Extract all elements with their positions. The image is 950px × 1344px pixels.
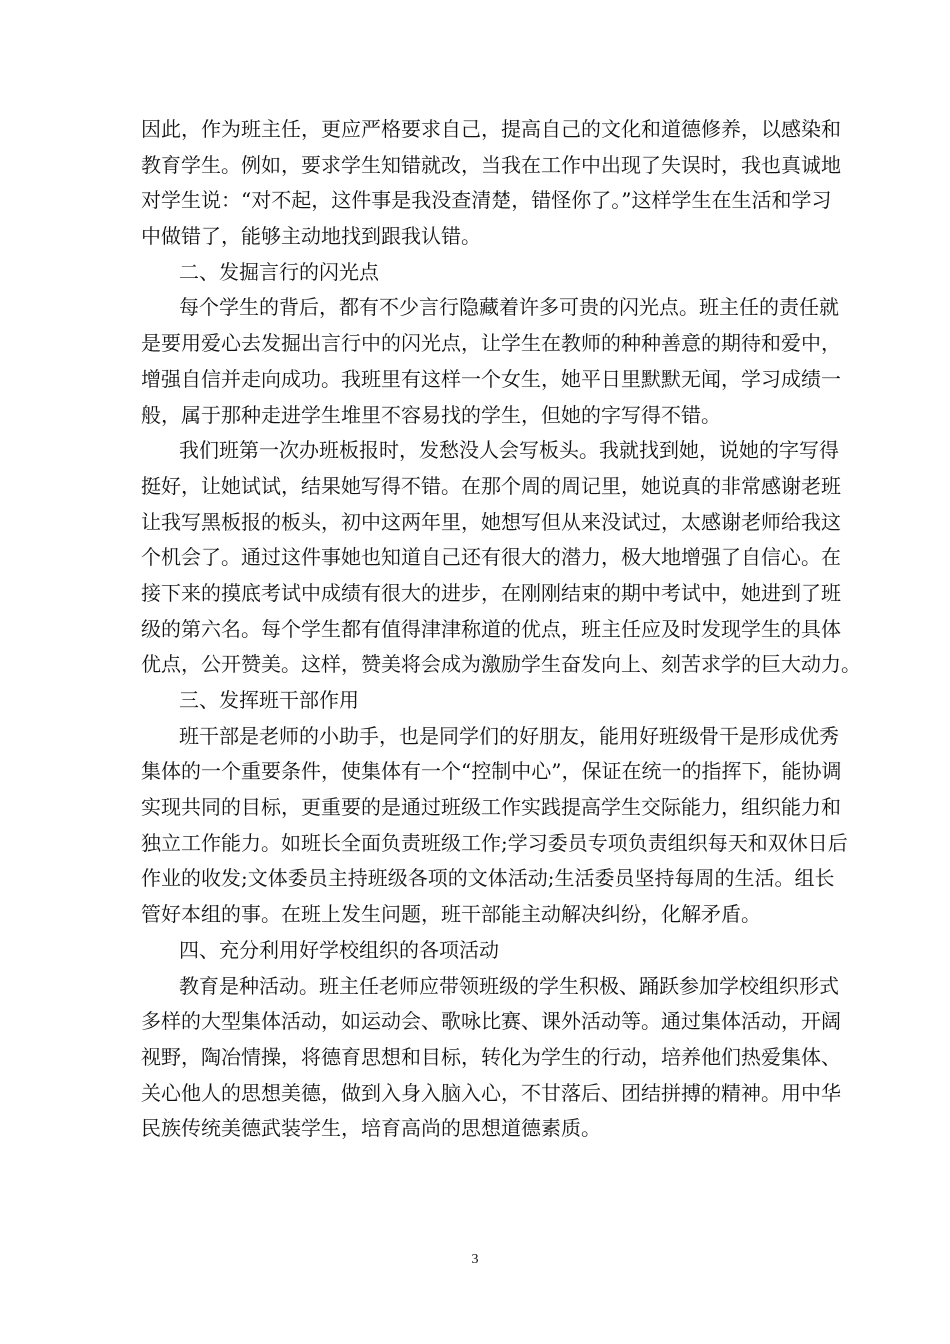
text-line: 挺好，让她试试，结果她写得不错。在那个周的周记里，她说真的非常感谢老班 xyxy=(141,473,841,498)
text-line: 独立工作能力。如班长全面负责班级工作;学习委员专项负责组织每天和双休日后 xyxy=(141,830,848,855)
document-body xyxy=(141,112,861,1147)
paragraph xyxy=(141,433,861,683)
text-line: 让我写黑板报的板头，初中这两年里，她想写但从来没试过，太感谢老师给我这 xyxy=(141,509,841,534)
paragraph xyxy=(141,290,841,433)
text-line: 我们班第一次办班板报时，发愁没人会写板头。我就找到她，说她的字写得 xyxy=(179,438,839,463)
text-line: 管好本组的事。在班上发生问题，班干部能主动解决纠纷，化解矛盾。 xyxy=(141,902,761,927)
text-line: 每个学生的背后，都有不少言行隐藏着许多可贵的闪光点。班主任的责任就 xyxy=(179,295,839,320)
text-line: 民族传统美德武装学生，培育高尚的思想道德素质。 xyxy=(141,1116,601,1141)
text-line: 关心他人的思想美德，做到入身入脑入心，不甘落后、团结拼搏的精神。用中华 xyxy=(141,1080,841,1105)
section-heading: 四、充分利用好学校组织的各项活动 xyxy=(179,937,499,962)
text-line: 是要用爱心去发掘出言行中的闪光点，让学生在教师的种种善意的期待和爱中， xyxy=(141,331,841,356)
text-line: 视野，陶冶情操，将德育思想和目标，转化为学生的行动，培养他们热爱集体、 xyxy=(141,1044,841,1069)
section-heading: 二、发掘言行的闪光点 xyxy=(179,259,379,284)
text-line: 个机会了。通过这件事她也知道自己还有很大的潜力，极大地增强了自信心。在 xyxy=(141,545,841,570)
text-line: 优点，公开赞美。这样，赞美将会成为激励学生奋发向上、刻苦求学的巨大动力。 xyxy=(141,652,861,677)
text-line: 接下来的摸底考试中成绩有很大的进步，在刚刚结束的期中考试中，她进到了班 xyxy=(141,580,841,605)
section-heading: 三、发挥班干部作用 xyxy=(179,688,359,712)
paragraph xyxy=(141,719,848,933)
text-line: 作业的收发;文体委员主持班级各项的文体活动;生活委员坚持每周的生活。组长 xyxy=(141,866,835,891)
paragraph xyxy=(141,112,841,255)
text-line: 中做错了，能够主动地找到跟我认错。 xyxy=(141,224,481,249)
page-number: 3 xyxy=(471,1252,479,1267)
text-line: 教育学生。例如，要求学生知错就改，当我在工作中出现了失误时，我也真诚地 xyxy=(141,152,841,177)
text-line: 集体的一个重要条件，使集体有一个“控制中心”，保证在统一的指挥下，能协调 xyxy=(141,759,842,784)
text-line: 因此，作为班主任，更应严格要求自己，提高自己的文化和道德修养，以感染和 xyxy=(141,117,841,141)
text-line: 般，属于那种走进学生堆里不容易找的学生，但她的字写得不错。 xyxy=(141,402,721,427)
paragraph xyxy=(141,969,841,1147)
text-line: 多样的大型集体活动，如运动会、歌咏比赛、课外活动等。通过集体活动，开阔 xyxy=(141,1009,841,1034)
text-line: 实现共同的目标，更重要的是通过班级工作实践提高学生交际能力，组织能力和 xyxy=(141,795,841,820)
text-line: 对学生说：“对不起，这件事是我没查清楚，错怪你了。”这样学生在生活和学习 xyxy=(141,188,832,213)
text-line: 教育是种活动。班主任老师应带领班级的学生积极、踊跃参加学校组织形式 xyxy=(179,973,839,998)
text-line: 增强自信并走向成功。我班里有这样一个女生，她平日里默默无闻，学习成绩一 xyxy=(141,366,841,391)
text-line: 班干部是老师的小助手，也是同学们的好朋友，能用好班级骨干是形成优秀 xyxy=(179,723,839,748)
text-line: 级的第六名。每个学生都有值得津津称道的优点，班主任应及时发现学生的具体 xyxy=(141,616,841,641)
